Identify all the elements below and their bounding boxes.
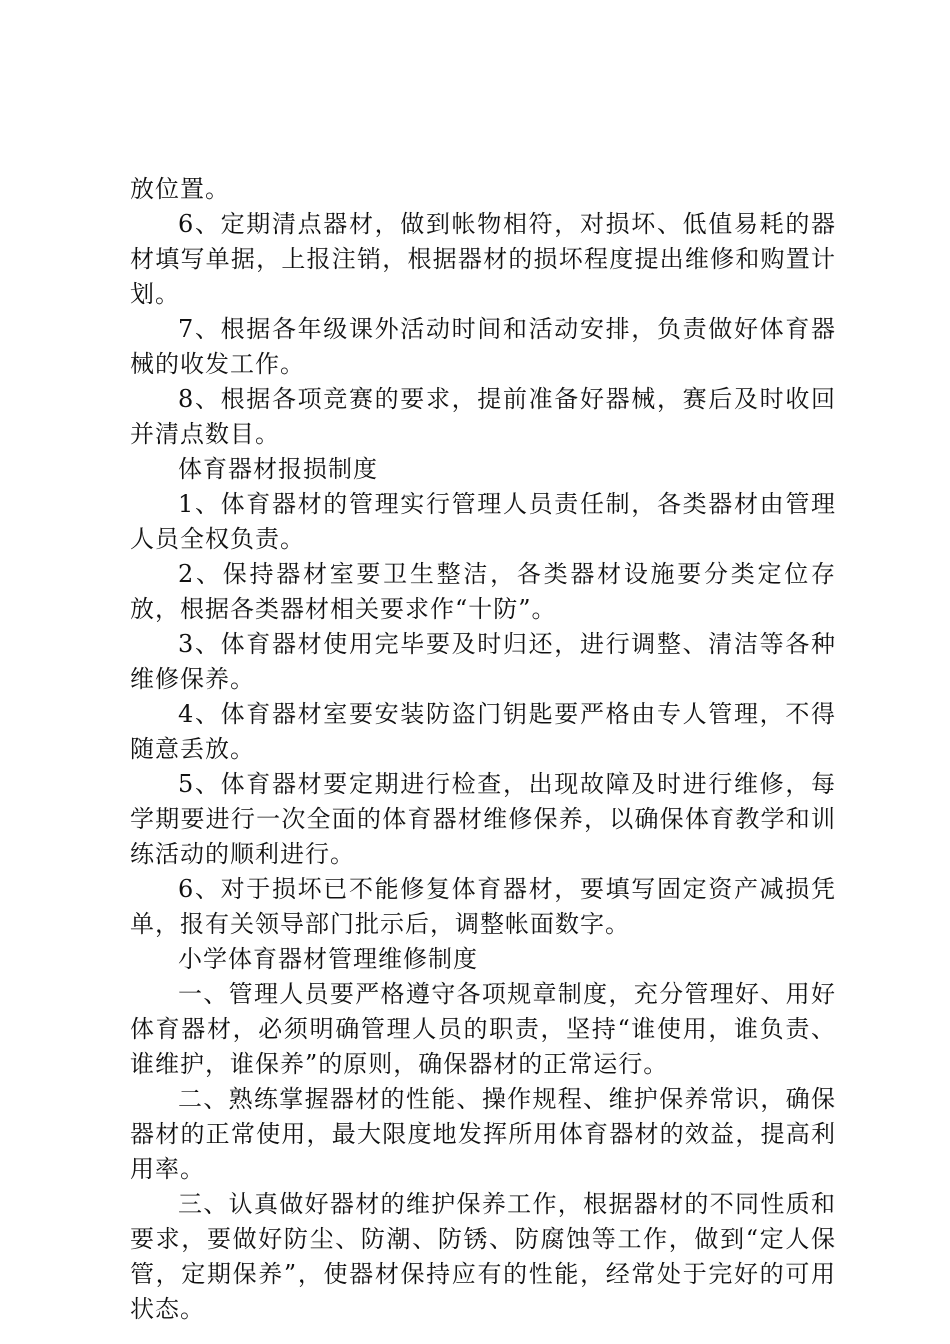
paragraph-item-6b: 6、对于损坏已不能修复体育器材，要填写固定资产减损凭单，报有关领导部门批示后，调整帐面数字。 — [130, 875, 836, 938]
paragraph-item-1: 1、体育器材的管理实行管理人员责任制，各类器材由管理人员全权负责。 — [130, 490, 836, 553]
paragraph-item-7: 7、根据各年级课外活动时间和活动安排，负责做好体育器械的收发工作。 — [130, 315, 836, 378]
document-body — [130, 172, 836, 1327]
paragraph-continuation: 放位置。 — [130, 175, 230, 203]
paragraph-item-5: 5、体育器材要定期进行检查，出现故障及时进行维修，每学期要进行一次全面的体育器材维修保养，以确保体育教学和训练活动的顺利进行。 — [130, 770, 836, 868]
paragraph-item-8: 8、根据各项竞赛的要求，提前准备好器械，赛后及时收回并清点数目。 — [130, 385, 836, 448]
paragraph-item-3: 3、体育器材使用完毕要及时归还，进行调整、清洁等各种维修保养。 — [130, 630, 836, 693]
paragraph-item-4: 4、体育器材室要安装防盗门钥匙要严格由专人管理，不得随意丢放。 — [130, 700, 836, 763]
paragraph-item-two: 二、熟练掌握器材的性能、操作规程、维护保养常识，确保器材的正常使用，最大限度地发挥所用体育器材的效益，提高利用率。 — [130, 1085, 836, 1183]
paragraph-item-one: 一、管理人员要严格遵守各项规章制度，充分管理好、用好体育器材，必须明确管理人员的职责，坚持“谁使用，谁负责、谁维护，谁保养”的原则，确保器材的正常运行。 — [130, 980, 836, 1078]
paragraph-item-three: 三、认真做好器材的维护保养工作，根据器材的不同性质和要求，要做好防尘、防潮、防锈、防腐蚀等工作，做到“定人保管，定期保养”，使器材保持应有的性能，经常处于完好的可用状态。 — [130, 1190, 836, 1323]
section-heading-damage-report: 体育器材报损制度 — [178, 455, 378, 483]
section-heading-maintenance: 小学体育器材管理维修制度 — [178, 945, 478, 973]
paragraph-item-6: 6、定期清点器材，做到帐物相符，对损坏、低值易耗的器材填写单据，上报注销，根据器材的损坏程度提出维修和购置计划。 — [130, 210, 836, 308]
paragraph-item-2: 2、保持器材室要卫生整洁，各类器材设施要分类定位存放，根据各类器材相关要求作“十防”。 — [130, 560, 836, 623]
